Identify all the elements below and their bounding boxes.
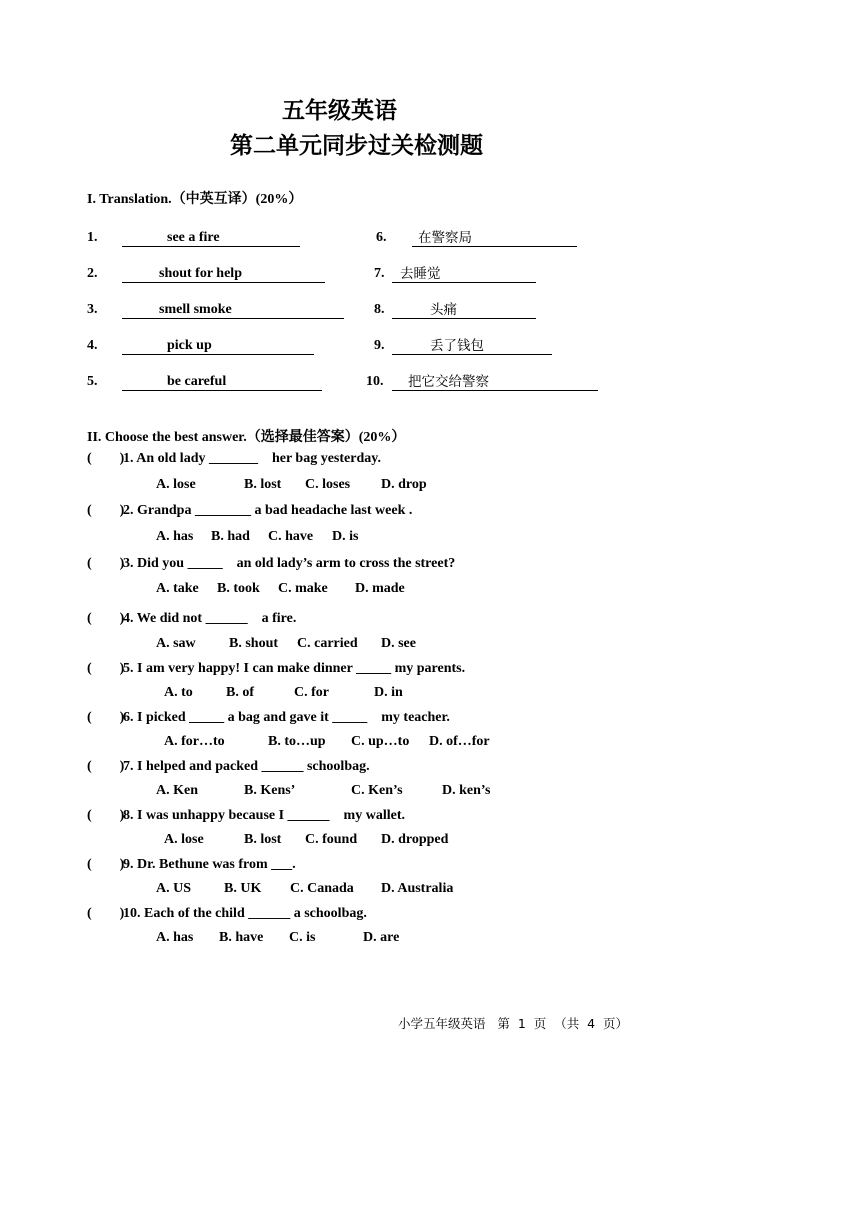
answer-paren[interactable]: ( ) bbox=[87, 503, 125, 518]
answer-paren[interactable]: ( ) bbox=[87, 710, 125, 725]
translation-item bbox=[122, 374, 322, 391]
section-1-heading: I. Translation.（中英互译）(20%） bbox=[87, 192, 303, 207]
item-number: 2. bbox=[87, 266, 98, 281]
translation-text: pick up bbox=[167, 338, 212, 353]
option: B. to…up bbox=[268, 734, 326, 749]
item-number: 1. bbox=[87, 230, 98, 245]
answer-paren[interactable]: ( ) bbox=[87, 857, 125, 872]
item-number: 4. bbox=[87, 338, 98, 353]
answer-paren[interactable]: ( ) bbox=[87, 759, 125, 774]
answer-paren[interactable]: ( ) bbox=[87, 808, 125, 823]
translation-item bbox=[122, 266, 325, 283]
translation-item bbox=[412, 230, 577, 247]
translation-item bbox=[122, 230, 300, 247]
translation-text: see a fire bbox=[167, 230, 220, 245]
answer-paren[interactable]: ( ) bbox=[87, 661, 125, 676]
question bbox=[87, 906, 367, 922]
option: A. to bbox=[164, 685, 193, 700]
option: B. lost bbox=[244, 477, 282, 492]
options-row bbox=[0, 581, 860, 599]
translation-text: 在警察局 bbox=[418, 230, 472, 246]
item-number: 9. bbox=[374, 338, 385, 353]
question-text: 10. Each of the child ______ a schoolbag. bbox=[123, 906, 367, 921]
option: D. made bbox=[355, 581, 405, 596]
option: D. dropped bbox=[381, 832, 449, 847]
option: C. Ken’s bbox=[351, 783, 403, 798]
question bbox=[87, 556, 455, 572]
option: A. has bbox=[156, 529, 194, 544]
options-row bbox=[0, 477, 860, 495]
option: C. have bbox=[268, 529, 314, 544]
question-text: 4. We did not ______ a fire. bbox=[123, 611, 297, 626]
item-number: 5. bbox=[87, 374, 98, 389]
question-text: 3. Did you _____ an old lady’s arm to cross the street? bbox=[123, 556, 456, 571]
translation-text: 丢了钱包 bbox=[430, 338, 484, 354]
answer-paren[interactable]: ( ) bbox=[87, 451, 125, 466]
translation-item bbox=[122, 302, 344, 319]
options-row bbox=[0, 832, 860, 850]
option: A. lose bbox=[156, 477, 196, 492]
options-row bbox=[0, 685, 860, 703]
option: D. Australia bbox=[381, 881, 454, 896]
item-number: 7. bbox=[374, 266, 385, 281]
title-line-1: 五年级英语 bbox=[282, 98, 397, 124]
option: A. has bbox=[156, 930, 194, 945]
answer-paren[interactable]: ( ) bbox=[87, 556, 125, 571]
option: A. US bbox=[156, 881, 192, 896]
question-text: 7. I helped and packed ______ schoolbag. bbox=[123, 759, 370, 774]
answer-paren[interactable]: ( ) bbox=[87, 906, 125, 921]
question-text: 9. Dr. Bethune was from ___. bbox=[123, 857, 296, 872]
question bbox=[87, 503, 412, 519]
translation-item bbox=[392, 266, 536, 283]
section-2-heading: II. Choose the best answer.（选择最佳答案）(20%） bbox=[87, 430, 406, 445]
option: D. ken’s bbox=[442, 783, 491, 798]
question bbox=[87, 451, 381, 467]
option: D. are bbox=[363, 930, 400, 945]
question-text: 2. Grandpa ________ a bad headache last week . bbox=[123, 503, 413, 518]
option: C. is bbox=[289, 930, 316, 945]
options-row bbox=[0, 529, 860, 547]
options-row bbox=[0, 636, 860, 654]
translation-text: smell smoke bbox=[159, 302, 232, 317]
option: B. lost bbox=[244, 832, 282, 847]
translation-text: 头痛 bbox=[430, 302, 457, 318]
option: A. take bbox=[156, 581, 199, 596]
option: B. of bbox=[226, 685, 254, 700]
option: B. shout bbox=[229, 636, 279, 651]
option: B. have bbox=[219, 930, 264, 945]
translation-text: shout for help bbox=[159, 266, 242, 281]
option: D. in bbox=[374, 685, 403, 700]
translation-item bbox=[392, 302, 536, 319]
options-row bbox=[0, 783, 860, 801]
option: C. found bbox=[305, 832, 358, 847]
question bbox=[87, 857, 296, 873]
option: D. see bbox=[381, 636, 416, 651]
question bbox=[87, 661, 465, 677]
translation-item bbox=[392, 374, 598, 391]
option: A. Ken bbox=[156, 783, 198, 798]
option: C. make bbox=[278, 581, 328, 596]
option: B. took bbox=[217, 581, 260, 596]
translation-text: 去睡觉 bbox=[400, 266, 441, 282]
question bbox=[87, 611, 296, 627]
options-row bbox=[0, 930, 860, 948]
options-row bbox=[0, 734, 860, 752]
option: D. is bbox=[332, 529, 359, 544]
question-text: 8. I was unhappy because I ______ my wallet. bbox=[123, 808, 405, 823]
translation-item bbox=[392, 338, 552, 355]
option: C. Canada bbox=[290, 881, 354, 896]
question bbox=[87, 759, 370, 775]
question bbox=[87, 808, 405, 824]
option: D. drop bbox=[381, 477, 427, 492]
options-row bbox=[0, 881, 860, 899]
item-number: 10. bbox=[366, 374, 384, 389]
option: A. saw bbox=[156, 636, 196, 651]
question bbox=[87, 710, 450, 726]
option: C. loses bbox=[305, 477, 351, 492]
option: B. had bbox=[211, 529, 250, 544]
answer-paren[interactable]: ( ) bbox=[87, 611, 125, 626]
item-number: 6. bbox=[376, 230, 387, 245]
question-text: 5. I am very happy! I can make dinner _____ my parents. bbox=[123, 661, 466, 676]
page-footer: 小学五年级英语 第 1 页 （共 4 页） bbox=[398, 1016, 629, 1031]
option: A. for…to bbox=[164, 734, 225, 749]
option: B. Kens’ bbox=[244, 783, 296, 798]
option: D. of…for bbox=[429, 734, 490, 749]
translation-text: 把它交给警察 bbox=[408, 374, 489, 390]
option: C. up…to bbox=[351, 734, 410, 749]
question-text: 1. An old lady _______ her bag yesterday. bbox=[123, 451, 381, 466]
question-text: 6. I picked _____ a bag and gave it _____ my teacher. bbox=[123, 710, 450, 725]
title-line-2: 第二单元同步过关检测题 bbox=[230, 133, 483, 159]
option: C. for bbox=[294, 685, 329, 700]
option: A. lose bbox=[164, 832, 204, 847]
option: C. carried bbox=[297, 636, 358, 651]
translation-text: be careful bbox=[167, 374, 227, 389]
translation-item bbox=[122, 338, 314, 355]
item-number: 3. bbox=[87, 302, 98, 317]
option: B. UK bbox=[224, 881, 262, 896]
item-number: 8. bbox=[374, 302, 385, 317]
